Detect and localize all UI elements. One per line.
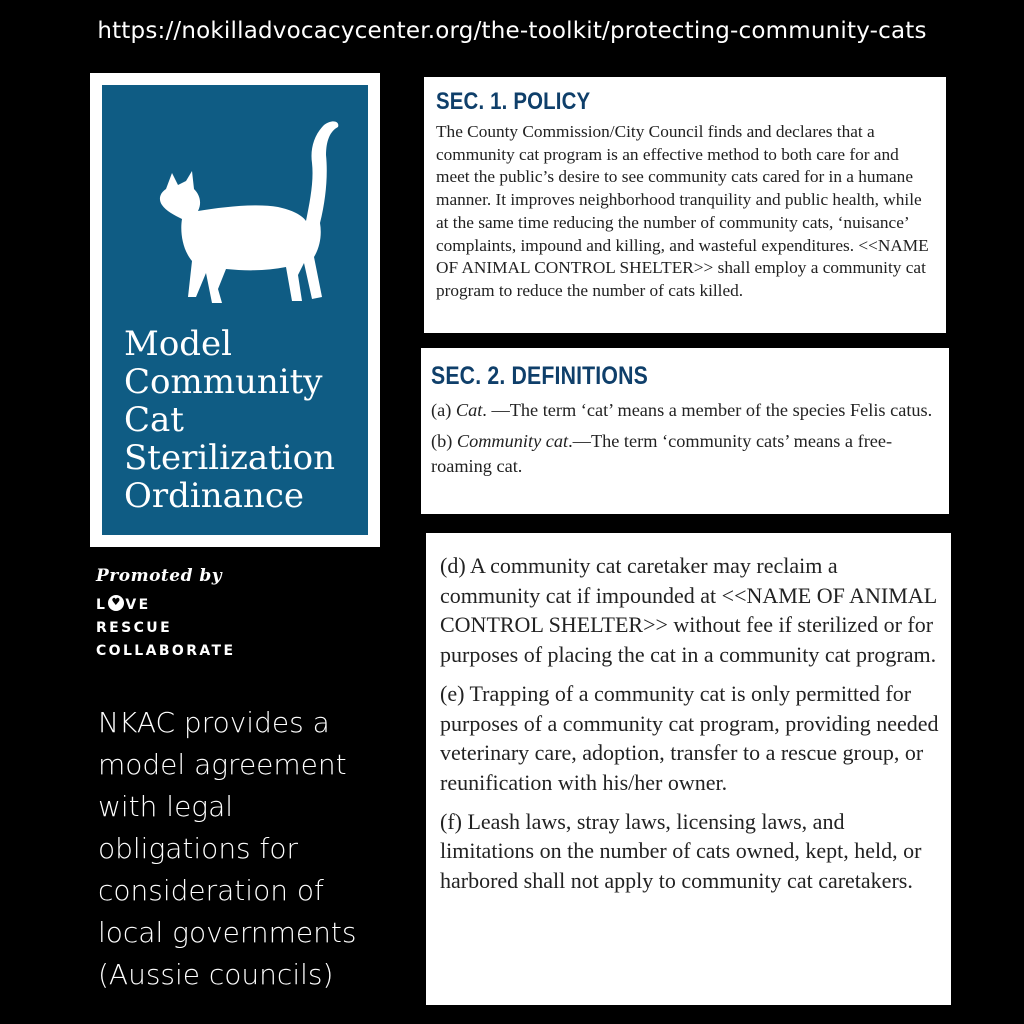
- ordinance-cover: [90, 73, 380, 547]
- section-provisions: [426, 533, 951, 1005]
- provision-f: (f) Leash laws, stray laws, licensing laws, and limitations on the number of cats owned, kept, held, or harbored shall not apply to community cat caretakers.: [440, 808, 922, 894]
- cover-panel: [102, 85, 368, 535]
- brand-love: [96, 594, 235, 617]
- section-policy: [424, 77, 946, 333]
- brand-collaborate: COLLABORATE: [96, 643, 236, 659]
- cover-title-line: Sterilization: [124, 438, 336, 478]
- definitions-heading: SEC. 2. DEFINITIONS: [431, 362, 648, 390]
- source-url[interactable]: https://nokilladvocacycenter.org/the-toolkit/protecting-community-cats: [97, 18, 927, 44]
- definition-a-term: Cat: [455, 400, 483, 420]
- cover-title-line: Ordinance: [124, 476, 304, 516]
- section-definitions: [421, 348, 949, 514]
- heart-icon: [108, 595, 124, 611]
- policy-body: The County Commission/City Council finds and declares that a community cat program is an effective method to both care for and meet the public’s desire to see community cats cared for in a humane manner. It improves neighborhood tranquility and public health, while at the same time reducing the number of community cats, ‘nuisance’ complaints, impound and killing, and wasteful expenditures. <<NAME OF ANIMAL CONTROL SHELTER>> shall employ a community cat program to reduce the number of cats killed.: [436, 122, 929, 300]
- brand-love-prefix: L: [96, 597, 108, 613]
- promoted-by-block: [96, 566, 235, 663]
- cover-title: [124, 325, 360, 515]
- definition-a-prefix: (a): [431, 400, 456, 420]
- cover-title-line: Model: [124, 324, 233, 364]
- provision-d: (d) A community cat caretaker may reclaim a community cat if impounded at <<NAME OF ANIMAL CONTROL SHELTER>> without fee if sterilized or for purposes of placing the cat in a community cat program.: [440, 553, 937, 668]
- cover-title-line: Community: [124, 362, 323, 402]
- definition-b-prefix: (b): [431, 431, 457, 451]
- brand-rescue: RESCUE: [96, 620, 173, 636]
- provision-e: (e) Trapping of a community cat is only permitted for purposes of a community cat program, providing needed veterinary care, adoption, transfer to a rescue group, or reunification with his/her owner.: [440, 680, 939, 795]
- policy-heading: SEC. 1. POLICY: [436, 88, 591, 115]
- definition-b-text: .—The term ‘community cats’ means a free-roaming cat.: [431, 431, 893, 476]
- promoted-by-label: Promoted by: [96, 566, 223, 586]
- definition-a-text: . —The term ‘cat’ means a member of the species Felis catus.: [482, 400, 933, 420]
- definition-b-term: Community cat: [456, 431, 569, 451]
- cat-silhouette-icon: [126, 111, 356, 321]
- description-text: NKAC provides a model agreement with legal obligations for consideration of local governments (Aussie councils): [98, 706, 357, 991]
- cover-title-line: Cat: [124, 400, 184, 440]
- definition-cat: [431, 398, 939, 423]
- definition-community-cat: [431, 429, 939, 479]
- brand-love-suffix: VE: [125, 597, 151, 613]
